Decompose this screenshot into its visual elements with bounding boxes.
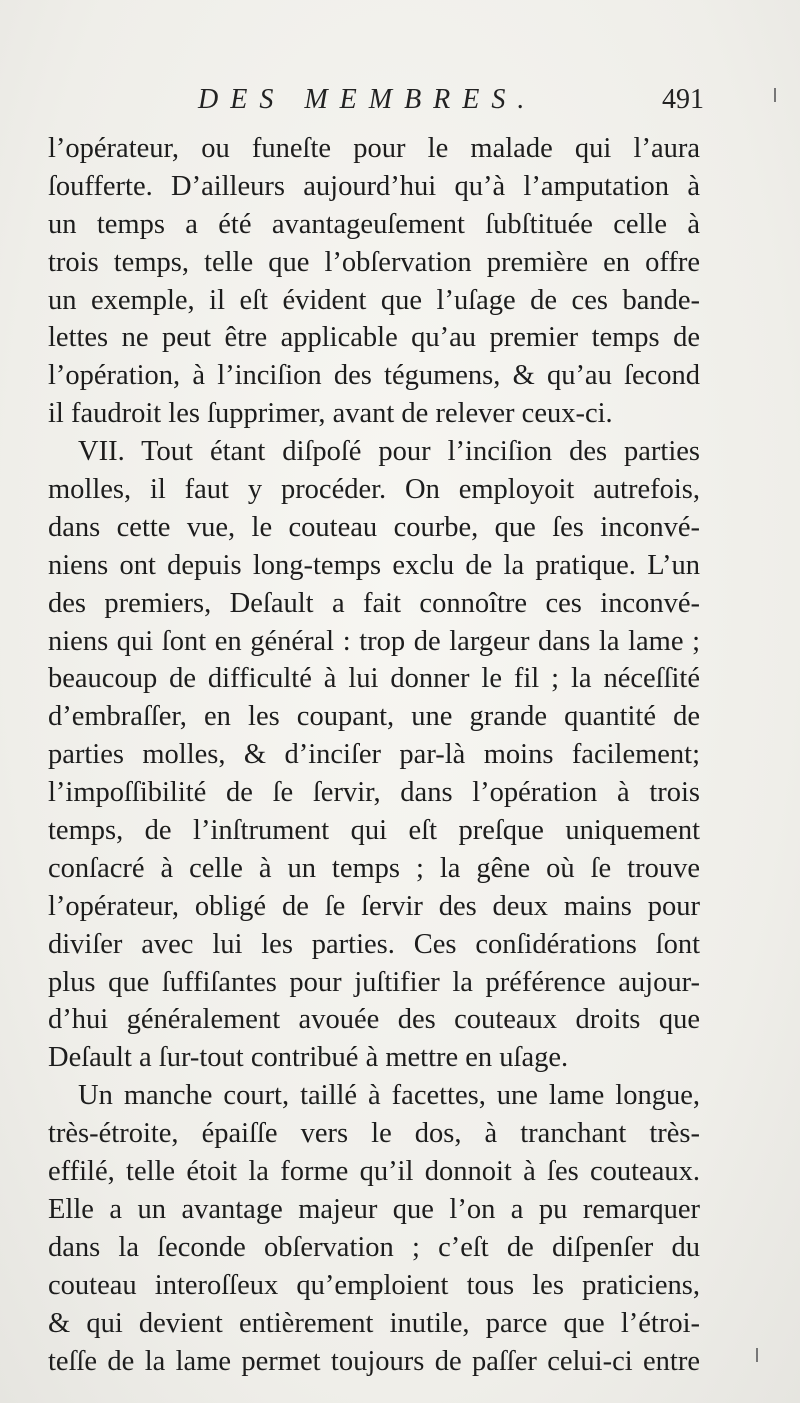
text-line: un exemple, il eſt évident que l’uſage de ces bande- [48,284,700,316]
text-line: il faudroit les ſupprimer, avant de relever ceux-ci. [48,398,613,430]
text-line: niens ont depuis long-temps exclu de la pratique. L’un [48,549,700,581]
text-line: l’opérateur, ou funeſte pour le malade qui l’aura [48,133,700,164]
section-heading-line: VII. Tout étant diſpoſé pour l’inciſion des parties [78,436,700,468]
body-text [48,130,700,1380]
text-line: parties molles, & d’inciſer par-là moins facilement; [48,739,700,771]
text-line: molles, il faut y procéder. On employoit autrefois, [48,474,700,506]
text-line: un temps a été avantageuſement ſubſtituée celle à [48,208,700,240]
text-line: & qui devient entièrement inutile, parce que l’étroi- [48,1307,700,1339]
page-number: 491 [662,84,704,115]
text-line: beaucoup de difficulté à lui donner le fil ; la néceſſité [48,663,700,695]
text-line: trois temps, telle que l’obſervation première en offre [48,246,700,278]
page-header [48,84,704,124]
text-line: effilé, telle étoit la forme qu’il donnoit à ſes couteaux. [48,1156,700,1188]
text-line: conſacré à celle à un temps ; la gêne où ſe trouve [48,852,700,884]
text-line: teſſe de la lame permet toujours de paſſer celui-ci entre [48,1345,700,1377]
text-line: diviſer avec lui les parties. Ces conſidérations ſont [48,928,700,960]
text-line: des premiers, Deſault a fait connoître ces inconvé- [48,587,700,619]
running-title: DES MEMBRES. [198,84,537,115]
text-line: couteau interoſſeux qu’emploient tous les praticiens, [48,1269,700,1301]
text-line: plus que ſuffiſantes pour juſtifier la préférence aujour- [48,966,700,998]
text-line: l’impoſſibilité de ſe ſervir, dans l’opération à trois [48,777,700,809]
text-line: Deſault a ſur-tout contribué à mettre en uſage. [48,1042,569,1074]
text-line: dans la ſeconde obſervation ; c’eſt de diſpenſer du [48,1231,700,1263]
text-line: très-étroite, épaiſſe vers le dos, à tranchant très- [48,1118,700,1150]
margin-mark [774,88,776,102]
text-line: l’opération, à l’inciſion des tégumens, & qu’au ſecond [48,360,700,392]
text-line: d’hui généralement avouée des couteaux droits que [48,1004,700,1036]
text-line: d’embraſſer, en les coupant, une grande quantité de [48,701,700,733]
margin-mark [756,1348,758,1362]
text-line: Elle a un avantage majeur que l’on a pu remarquer [48,1193,700,1225]
text-line: dans cette vue, le couteau courbe, que ſes inconvé- [48,511,700,543]
text-line: temps, de l’inſtrument qui eſt preſque uniquement [48,815,700,847]
text-line: lettes ne peut être applicable qu’au premier temps de [48,322,700,354]
paragraph-start-line: Un manche court, taillé à facettes, une lame longue, [78,1080,700,1112]
text-line: ſoufferte. D’ailleurs aujourd’hui qu’à l’amputation à [48,170,700,202]
text-line: niens qui ſont en général : trop de largeur dans la lame ; [48,625,700,657]
text-line: l’opérateur, obligé de ſe ſervir des deux mains pour [48,890,700,922]
